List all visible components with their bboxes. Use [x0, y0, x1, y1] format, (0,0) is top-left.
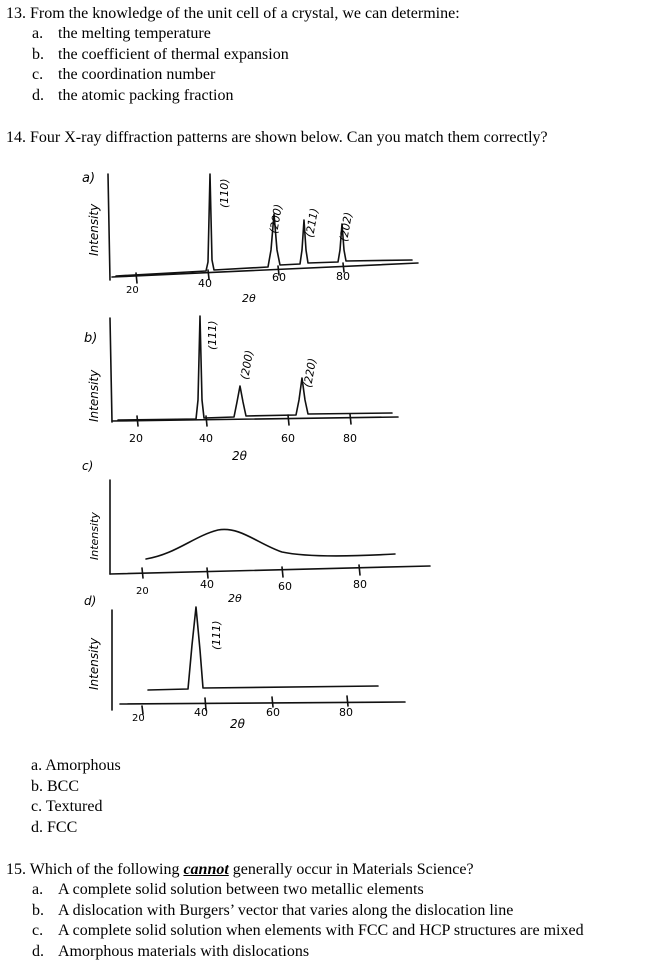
xrd-pattern-a — [108, 174, 418, 283]
pattern-a-tick-label-40: 40 — [198, 277, 212, 290]
pattern-b-ylabel: Intensity — [87, 369, 101, 422]
q15-option-a: a. A complete solid solution between two metallic elements — [32, 881, 424, 898]
q13-option-d: d. the atomic packing fraction — [32, 87, 234, 104]
question-14-prompt: 14. Four X-ray diffraction patterns are shown below. Can you match them correctly? — [6, 129, 548, 146]
pattern-a-tick-label-60: 60 — [272, 271, 286, 284]
pattern-a-peak-label-110: (110) — [218, 178, 231, 208]
xrd-pattern-c — [110, 480, 430, 578]
pattern-c-tick-20 — [142, 568, 143, 578]
pattern-c-tick-60 — [282, 567, 283, 577]
pattern-b-peak-label-220: (220) — [301, 357, 320, 389]
pattern-a-trace — [116, 174, 412, 276]
question-13-prompt: 13. From the knowledge of the unit cell of a crystal, we can determine: — [6, 5, 460, 22]
q13-option-a: a. the melting temperature — [32, 25, 211, 42]
pattern-d-ylabel: Intensity — [87, 637, 101, 690]
pattern-a-ylabel: Intensity — [87, 203, 101, 256]
pattern-d-xlabel: 2θ — [230, 717, 245, 731]
pattern-c-tick-40 — [207, 568, 208, 578]
pattern-a-tick-label-20: 20 — [126, 285, 139, 296]
pattern-a-peak-label-200: (200) — [267, 203, 286, 235]
pattern-d-trace — [148, 607, 378, 690]
q15-emphasis: cannot — [183, 861, 229, 878]
xrd-pattern-d — [112, 607, 405, 714]
pattern-a-peak-label-202: (202) — [337, 211, 356, 243]
q15-option-d: d. Amorphous materials with dislocations — [32, 943, 310, 960]
pattern-c-tick-label-80: 80 — [353, 578, 367, 591]
pattern-b-trace — [118, 316, 392, 420]
pattern-a-xlabel: 2θ — [242, 292, 256, 305]
pattern-a-y-axis — [108, 174, 110, 280]
pattern-c-trace — [146, 529, 395, 559]
q14-answer-list — [31, 756, 121, 839]
q14-answer-b: b. BCC — [31, 777, 80, 795]
pattern-d-tick-label-20: 20 — [132, 713, 145, 724]
pattern-c-tick-label-40: 40 — [200, 578, 214, 591]
pattern-d-label: d) — [84, 594, 97, 608]
pattern-d-tick-label-60: 60 — [266, 706, 280, 719]
pattern-b-tick-label-60: 60 — [281, 432, 295, 445]
pattern-b-tick-80 — [350, 414, 351, 424]
pattern-b-y-axis — [110, 318, 112, 422]
pattern-b-label: b) — [84, 331, 98, 346]
q15-option-b: b. A dislocation with Burgers’ vector that varies along the dislocation line — [32, 902, 514, 919]
pattern-c-tick-label-20: 20 — [136, 586, 149, 597]
question-15-prompt: 15. Which of the following cannot generally occur in Materials Science? — [6, 861, 474, 878]
pattern-b-tick-20 — [137, 416, 138, 426]
pattern-c-label: c) — [82, 459, 94, 473]
pattern-b-tick-60 — [288, 415, 289, 425]
pattern-a-peak-label-211: (211) — [303, 207, 322, 239]
pattern-b-tick-label-20: 20 — [129, 432, 143, 445]
pattern-d-tick-label-40: 40 — [194, 706, 208, 719]
xrd-pattern-b — [110, 316, 398, 426]
pattern-b-tick-label-80: 80 — [343, 432, 357, 445]
pattern-c-x-axis — [110, 566, 430, 574]
pattern-a-x-axis — [112, 263, 418, 277]
pattern-c-tick-80 — [359, 565, 360, 575]
pattern-b-tick-label-40: 40 — [199, 432, 213, 445]
pattern-c-tick-label-60: 60 — [278, 580, 292, 593]
pattern-b-peak-label-200: (200) — [238, 349, 257, 381]
pattern-b-xlabel: 2θ — [232, 449, 247, 463]
pattern-d-tick-label-80: 80 — [339, 706, 353, 719]
q14-answer-d: d. FCC — [31, 819, 78, 837]
pattern-a-tick-20 — [136, 273, 137, 283]
pattern-a-tick-label-80: 80 — [336, 270, 350, 283]
xrd-patterns-figure — [0, 150, 658, 750]
q13-option-c: c. the coordination number — [32, 66, 216, 83]
q14-answer-c: c. Textured — [31, 798, 103, 816]
pattern-c-ylabel: Intensity — [88, 512, 101, 560]
pattern-d-peak-label-111: (111) — [210, 620, 223, 650]
q15-option-c: c. A complete solid solution when elements with FCC and HCP structures are mixed — [32, 922, 584, 939]
q13-option-b: b. the coefficient of thermal expansion — [32, 46, 289, 63]
pattern-a-label: a) — [82, 171, 96, 186]
q14-answer-a: a. Amorphous — [31, 757, 121, 774]
pattern-d-x-axis — [120, 702, 405, 704]
pattern-d-tick-80 — [347, 696, 348, 706]
pattern-b-peak-label-111: (111) — [206, 320, 219, 350]
pattern-b-tick-40 — [206, 416, 207, 426]
pattern-c-xlabel: 2θ — [228, 592, 242, 605]
